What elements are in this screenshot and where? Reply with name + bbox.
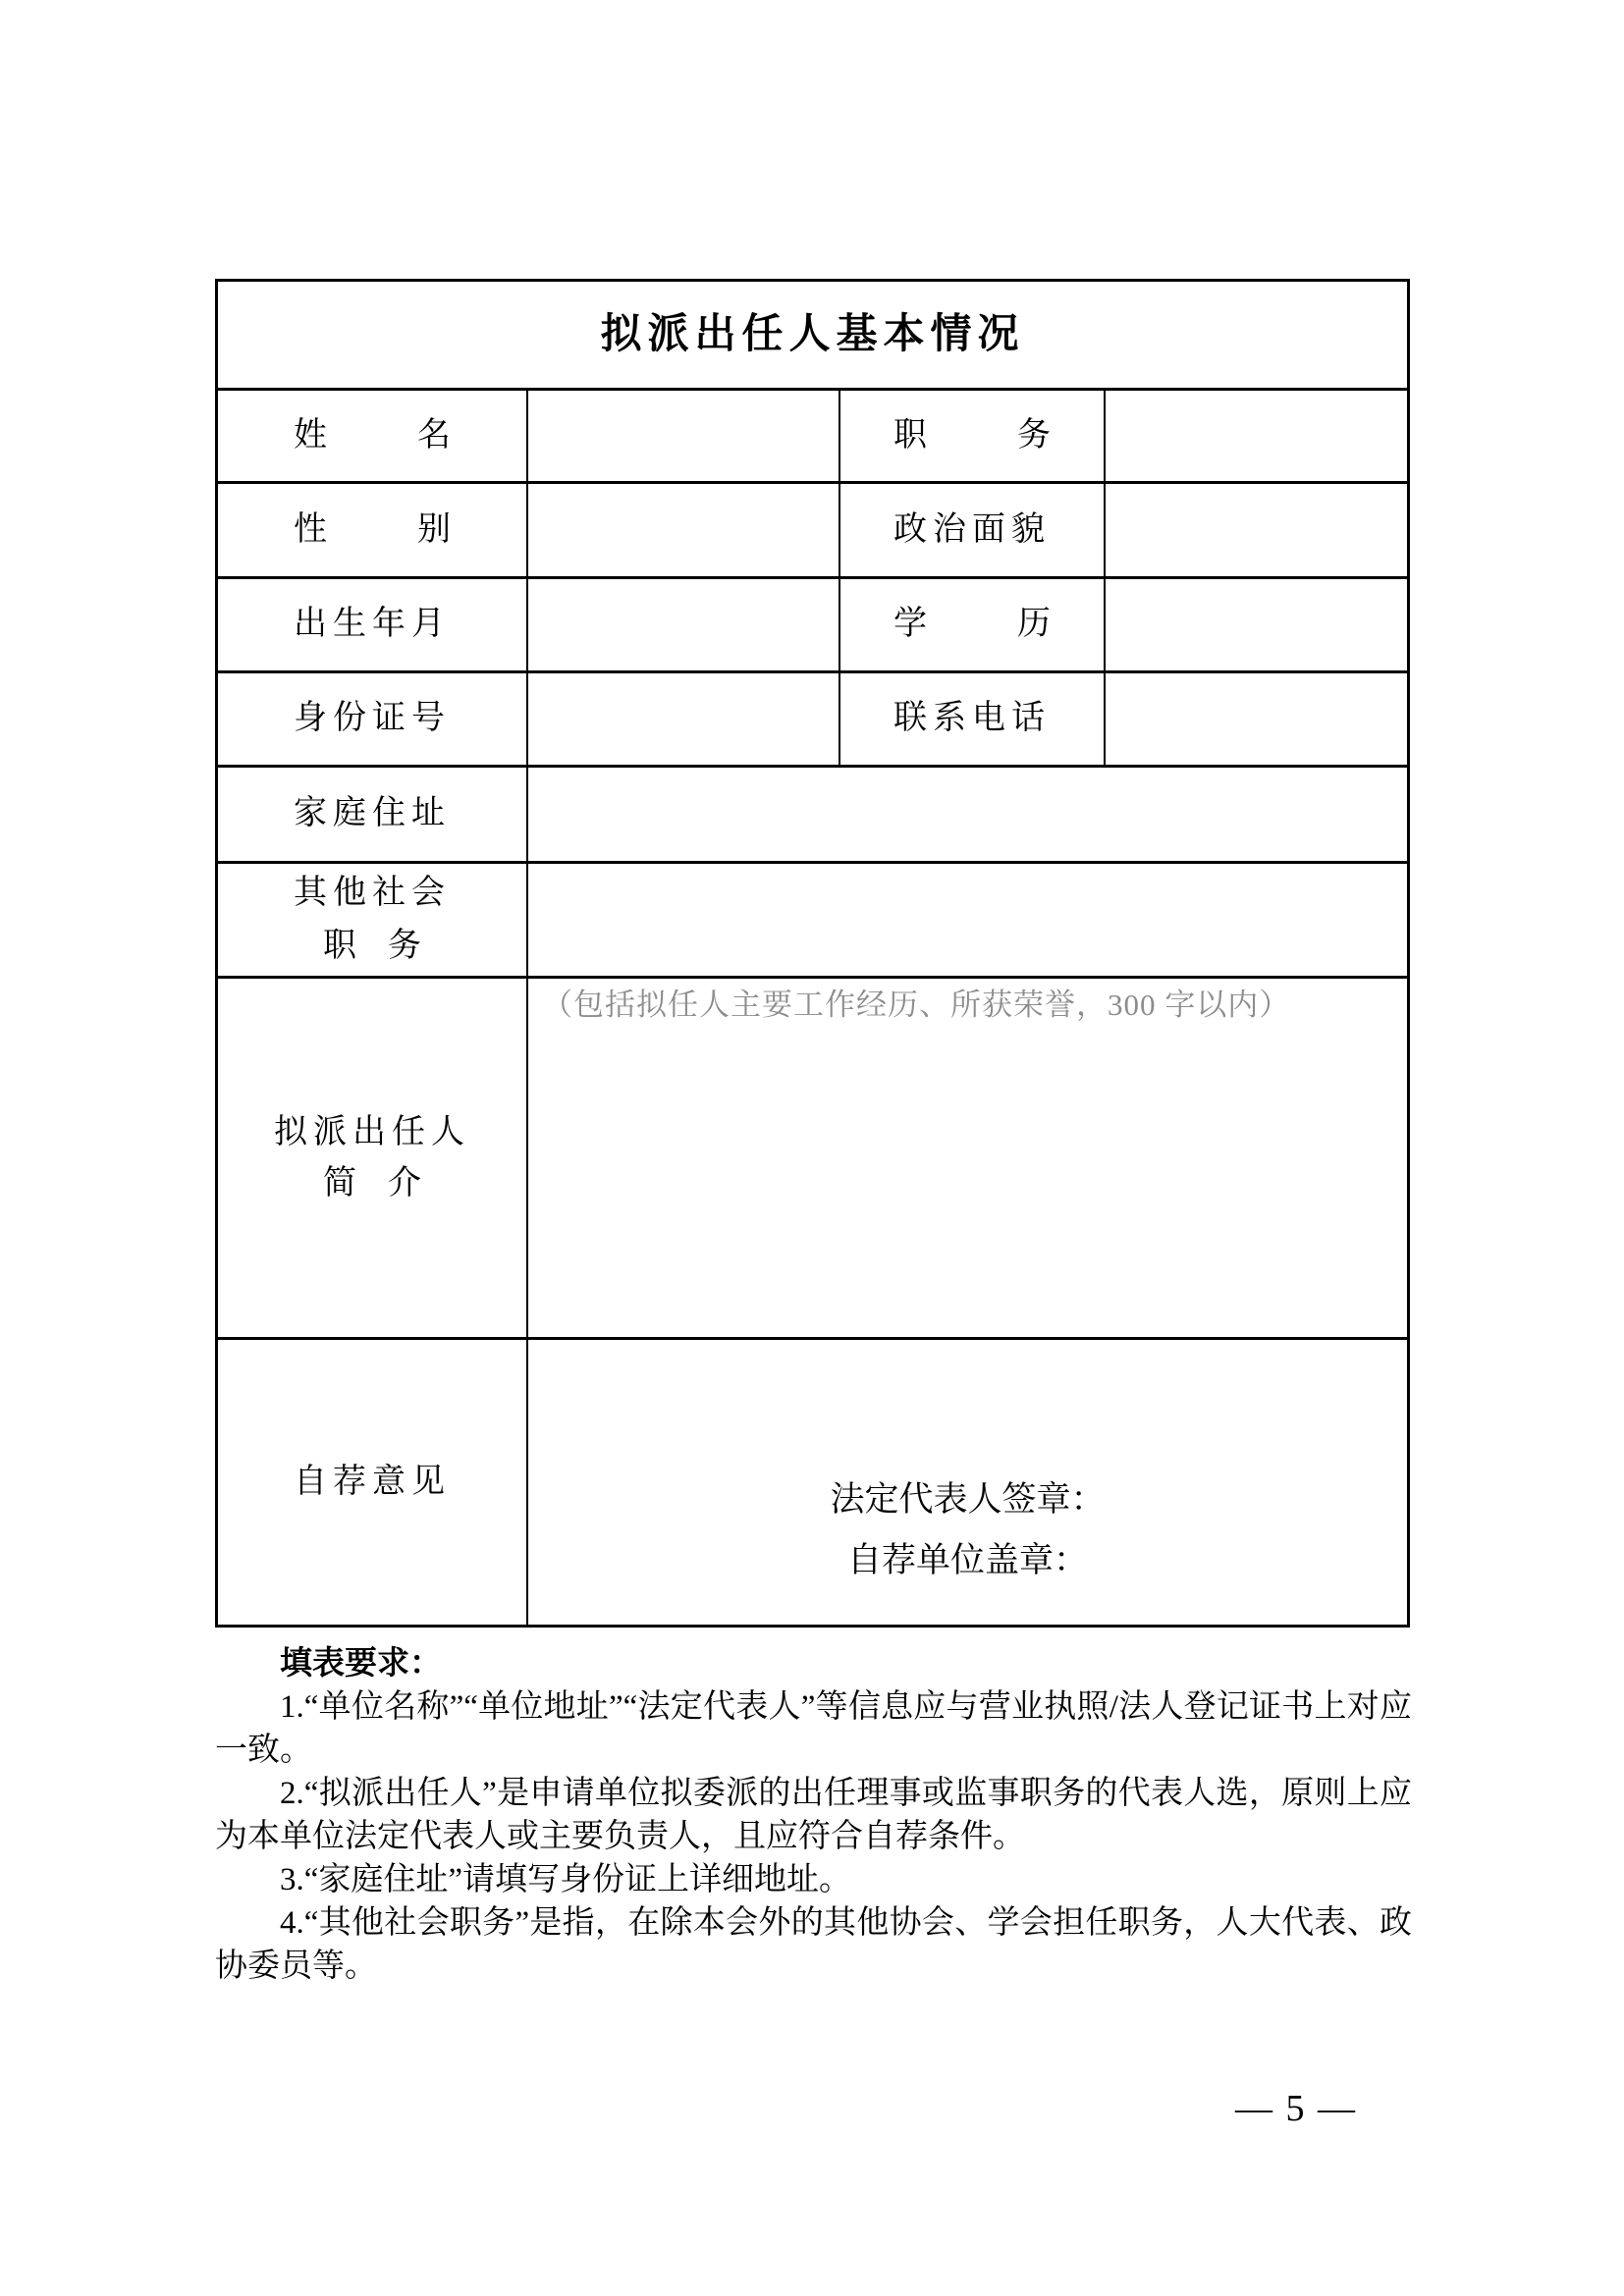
contact-phone-label: 联系电话	[893, 700, 1051, 737]
profile-label-line1: 拟派出任人	[274, 1113, 470, 1150]
legal-representative-signature-label: 法定代表人签章：	[830, 1480, 1106, 1519]
recommending-unit-seal-label: 自荐单位盖章：	[846, 1541, 1088, 1579]
birth-date-label: 出生年月	[294, 606, 451, 643]
page-number: — 5 —	[1235, 2088, 1357, 2129]
fill-in-requirements	[215, 1642, 1412, 1988]
profile-label-line2: 简介	[323, 1164, 421, 1201]
requirement-item-1: 1.“单位名称”“单位地址”“法定代表人”等信息应与营业执照/法人登记证书上对应一致。	[215, 1689, 1412, 1768]
home-address-value-cell[interactable]	[528, 768, 1407, 864]
education-label: 学历	[893, 606, 1051, 643]
position-label: 职务	[893, 416, 1051, 454]
name-value-cell[interactable]	[528, 391, 840, 484]
position-value-cell[interactable]	[1106, 391, 1407, 484]
gender-value-cell[interactable]	[528, 484, 840, 579]
other-social-posts-label-cell	[218, 864, 528, 979]
id-number-label: 身份证号	[294, 700, 451, 737]
recommendation-label: 自荐意见	[294, 1463, 451, 1500]
requirement-item-4: 4.“其他社会职务”是指，在除本会外的其他协会、学会担任职务，人大代表、政协委员等。	[215, 1905, 1412, 1984]
id-number-value-cell[interactable]	[528, 673, 840, 768]
political-status-label-cell	[840, 484, 1106, 579]
requirement-item-3: 3.“家庭住址”请填写身份证上详细地址。	[280, 1862, 852, 1897]
other-social-posts-label-line2: 职务	[323, 928, 421, 964]
form-title-text: 拟派出任人基本情况	[600, 311, 1025, 357]
requirements-heading: 填表要求：	[280, 1646, 442, 1682]
id-number-label-cell	[218, 673, 528, 768]
requirement-item-2: 2.“拟派出任人”是申请单位拟委派的出任理事或监事职务的代表人选，原则上应为本单位法定代表人或主要负责人，且应符合自荐条件。	[215, 1776, 1412, 1854]
name-label: 姓名	[294, 416, 451, 454]
political-status-label: 政治面貌	[893, 510, 1051, 548]
position-label-cell	[840, 391, 1106, 484]
birth-date-value-cell[interactable]	[528, 579, 840, 673]
contact-phone-value-cell[interactable]	[1106, 673, 1407, 768]
other-social-posts-value-cell[interactable]	[528, 864, 1407, 979]
gender-label: 性别	[294, 510, 451, 548]
birth-date-label-cell	[218, 579, 528, 673]
home-address-label: 家庭住址	[294, 795, 451, 832]
recommendation-label-cell	[218, 1340, 528, 1625]
education-label-cell	[840, 579, 1106, 673]
appointee-form-table	[215, 279, 1410, 1628]
profile-placeholder: （包括拟任人主要工作经历、所获荣誉，300 字以内）	[542, 988, 1291, 1022]
name-label-cell	[218, 391, 528, 484]
other-social-posts-label-line1: 其他社会	[294, 875, 451, 911]
contact-phone-label-cell	[840, 673, 1106, 768]
gender-label-cell	[218, 484, 528, 579]
political-status-value-cell[interactable]	[1106, 484, 1407, 579]
education-value-cell[interactable]	[1106, 579, 1407, 673]
profile-value-cell[interactable]	[528, 979, 1407, 1340]
recommendation-value-cell[interactable]	[528, 1340, 1407, 1625]
form-title	[218, 282, 1407, 391]
profile-label-cell	[218, 979, 528, 1340]
home-address-label-cell	[218, 768, 528, 864]
